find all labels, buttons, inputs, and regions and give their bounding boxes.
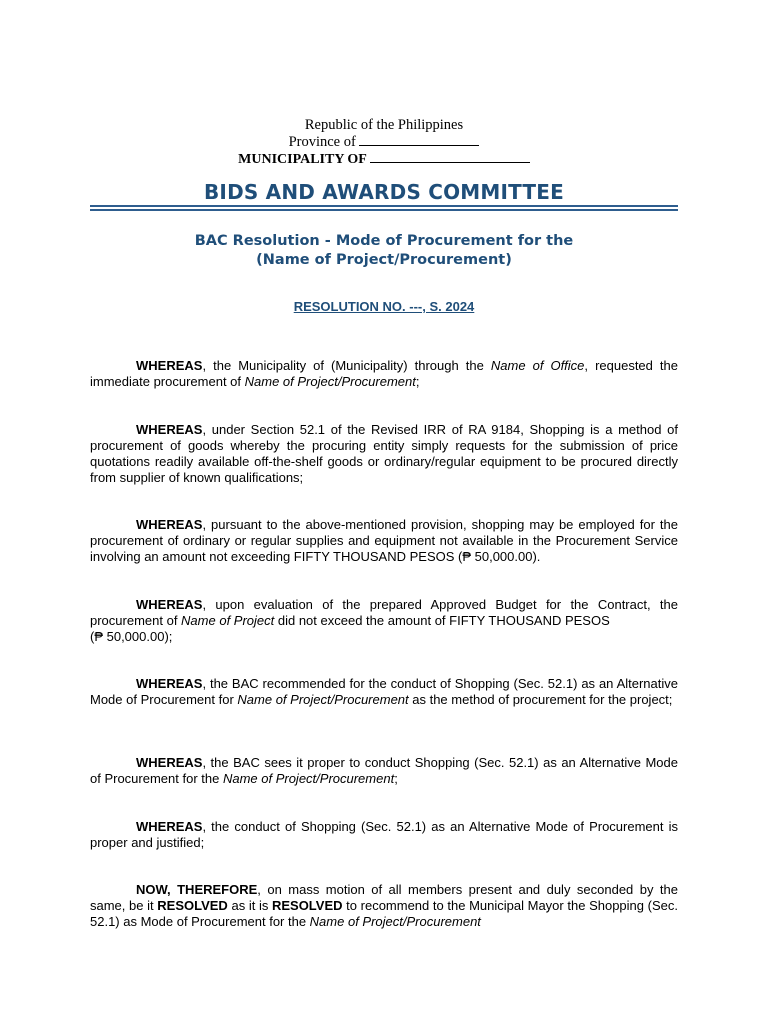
resolution-subtitle-line2: (Name of Project/Procurement) xyxy=(256,252,512,268)
title-rule-top xyxy=(90,205,678,207)
committee-title: BIDS AND AWARDS COMMITTEE xyxy=(203,180,565,204)
header-province xyxy=(0,134,768,151)
header-republic: Republic of the Philippines xyxy=(304,117,464,133)
municipality-blank xyxy=(370,161,530,163)
province-blank xyxy=(359,144,479,146)
header-municipality xyxy=(0,151,768,168)
whereas-paragraph-5: WHEREAS, the BAC recommended for the conduct of Shopping (Sec. 52.1) as an Alternative Mode of Procurement for Name of Project/Procurement as the method of procurement for the project; xyxy=(90,676,678,707)
resolution-subtitle-line1: BAC Resolution - Mode of Procurement for the xyxy=(194,233,574,249)
resolution-number: RESOLUTION NO. ---, S. 2024 xyxy=(293,299,475,314)
whereas-paragraph-3: WHEREAS, pursuant to the above-mentioned provision, shopping may be employed for the procurement of ordinary or regular supplies and equipment not available in the Procurement Service involving an amount not exceeding FIFTY THOUSAND PESOS (₱ 50,000.00). xyxy=(90,517,678,564)
whereas-paragraph-7: WHEREAS, the conduct of Shopping (Sec. 52.1) as an Alternative Mode of Procurement is proper and justified; xyxy=(90,819,678,850)
whereas-paragraph-6: WHEREAS, the BAC sees it proper to conduct Shopping (Sec. 52.1) as an Alternative Mode of Procurement for the Name of Project/Procurement; xyxy=(90,755,678,786)
whereas-paragraph-2: WHEREAS, under Section 52.1 of the Revised IRR of RA 9184, Shopping is a method of procurement of goods whereby the procuring entity simply requests for the submission of price quotations readily available off-the-shelf goods or ordinary/regular equipment to be procured directly from supplier of known qualifications; xyxy=(90,422,678,485)
resolved-paragraph: NOW, THEREFORE, on mass motion of all members present and duly seconded by the same, be it RESOLVED as it is RESOLVED to recommend to the Municipal Mayor the Shopping (Sec. 52.1) as Mode of Procurement for the Name of Project/Procurement xyxy=(90,882,678,929)
whereas-paragraph-1: WHEREAS, the Municipality of (Municipality) through the Name of Office, requested the immediate procurement of Name of Project/Procurement; xyxy=(90,358,678,389)
whereas-paragraph-4: WHEREAS, upon evaluation of the prepared Approved Budget for the Contract, the procurement of Name of Project did not exceed the amount of FIFTY THOUSAND PESOS (₱ 50,000.00); xyxy=(90,597,678,644)
title-rule-bottom xyxy=(90,209,678,211)
municipality-label: MUNICIPALITY OF xyxy=(238,152,367,167)
province-label: Province of xyxy=(288,134,356,150)
